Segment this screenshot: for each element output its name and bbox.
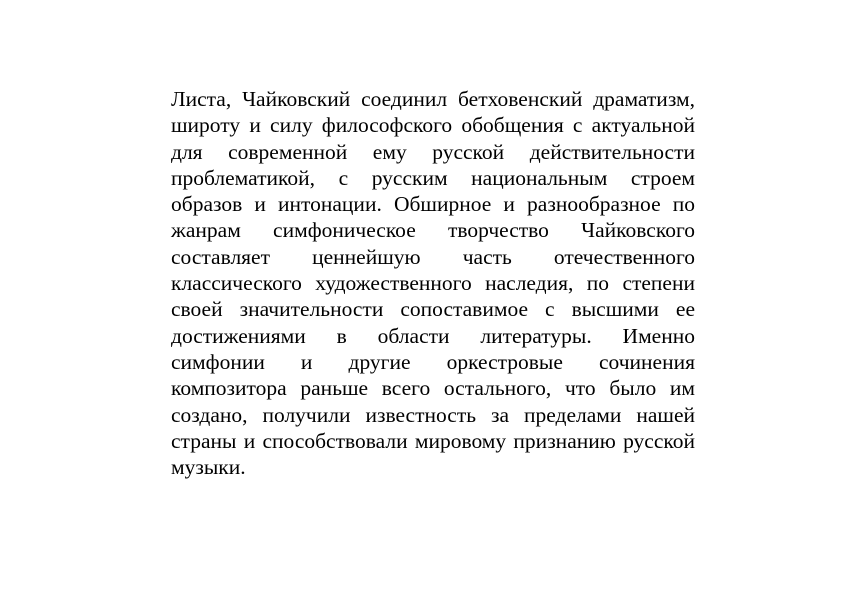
text-line: композитора раньше всего остального, что было им (171, 376, 695, 401)
text-line: Листа, Чайковский соединил бетховенский драматизм, (171, 87, 695, 111)
text-line: музыки. (171, 455, 246, 480)
text-line: страны и способствовали мировому признанию русской (171, 428, 695, 453)
text-line: создано, получили известность за пределами нашей (171, 402, 695, 427)
text-line: составляет ценнейшую часть отечественного (171, 244, 695, 269)
text-line: своей значительности сопоставимое с высшими ее (171, 297, 695, 322)
text-line: широту и силу философского обобщения с актуальной (171, 113, 695, 138)
body-paragraph (171, 86, 695, 480)
text-line: классического художественного наследия, по степени (171, 271, 695, 296)
text-line: проблематикой, с русским национальным строем (171, 165, 695, 190)
text-line: для современной ему русской действительности (171, 139, 695, 164)
text-line: симфонии и другие оркестровые сочинения (171, 349, 695, 374)
text-line: достижениями в области литературы. Именно (171, 323, 695, 348)
text-line: образов и интонации. Обширное и разнообразное по (171, 192, 695, 217)
text-line: жанрам симфоническое творчество Чайковского (171, 218, 695, 243)
